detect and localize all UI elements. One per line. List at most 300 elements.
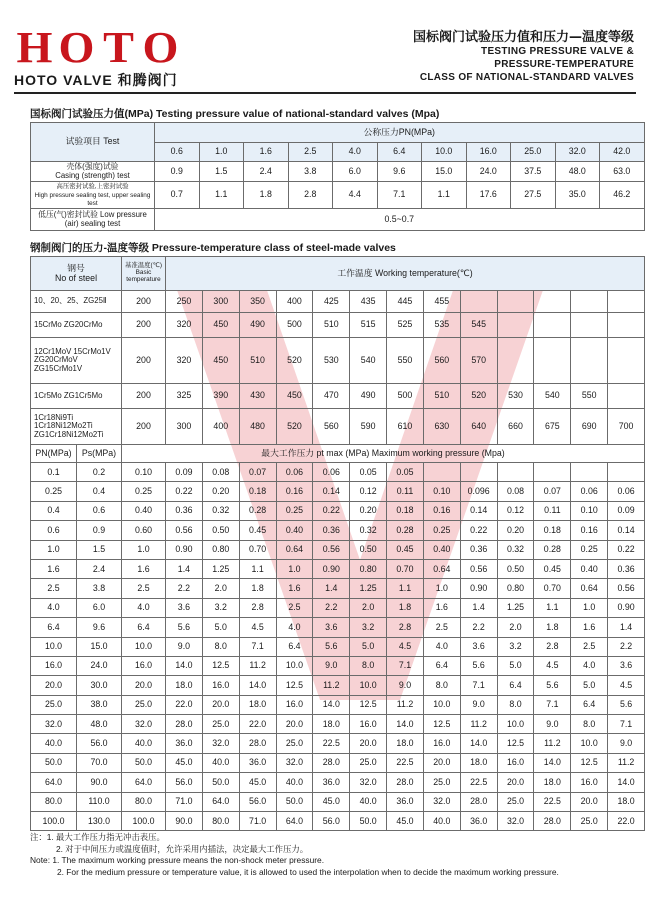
max-pressure-cell: 0.18 — [387, 501, 424, 520]
working-temperature-cell: 490 — [350, 384, 387, 409]
basic-temperature: 200 — [122, 409, 166, 445]
pn-value: 10.0 — [422, 143, 467, 162]
max-pressure-cell: 0.45 — [387, 540, 424, 559]
max-pressure-cell: 0.12 — [350, 482, 387, 501]
ps-cell: 1.5 — [77, 540, 122, 559]
steel-no-header — [31, 257, 122, 291]
working-temperature-cell: 450 — [202, 338, 239, 384]
ps-cell: 38.0 — [77, 695, 122, 714]
max-pressure-cell: 1.25 — [202, 559, 239, 578]
max-pressure-cell: 0.22 — [166, 482, 203, 501]
max-pressure-cell: 0.70 — [534, 579, 571, 598]
working-temperature-cell: 525 — [387, 313, 424, 338]
max-pressure-cell: 14.0 — [239, 676, 276, 695]
ps-cell: 6.0 — [77, 598, 122, 617]
pt-section-heading: 钢制阀门的压力-温度等级 Pressure-temperature class of steel-made valves — [30, 242, 396, 254]
pressure-row — [31, 559, 645, 578]
max-pressure-cell: 50.0 — [202, 773, 239, 792]
max-pressure-cell: 10.0 — [497, 715, 534, 734]
max-pressure-cell: 2.5 — [571, 637, 608, 656]
pn-cell: 16.0 — [31, 656, 77, 675]
max-pressure-cell: 11.2 — [239, 656, 276, 675]
brand-subtitle: HOTO VALVE 和腾阀门 — [14, 72, 178, 88]
steel-row — [31, 338, 645, 384]
max-pressure-cell: 0.08 — [202, 463, 239, 482]
max-pressure-cell: 10.0 — [423, 695, 460, 714]
max-pressure-cell: 40.0 — [423, 812, 460, 831]
title-cn: 国标阀门试验压力值和压力—温度等级 — [412, 30, 634, 45]
max-pressure-cell: 40.0 — [122, 734, 166, 753]
max-pressure-cell: 8.0 — [497, 695, 534, 714]
max-pressure-cell: 8.0 — [350, 656, 387, 675]
working-temperature-cell — [497, 313, 534, 338]
max-pressure-cell: 0.08 — [497, 482, 534, 501]
max-pressure-cell: 16.0 — [122, 656, 166, 675]
max-pressure-cell: 16.0 — [350, 715, 387, 734]
max-pressure-cell: 32.0 — [276, 753, 313, 772]
max-pressure-cell: 0.45 — [534, 559, 571, 578]
max-pressure-cell: 11.2 — [534, 734, 571, 753]
pn-cell: 0.1 — [31, 463, 77, 482]
working-temperature-cell: 520 — [276, 409, 313, 445]
max-pressure-cell: 5.0 — [350, 637, 387, 656]
working-temperature-cell: 325 — [166, 384, 203, 409]
max-pressure-cell: 0.90 — [166, 540, 203, 559]
max-pressure-cell: 40.0 — [276, 773, 313, 792]
max-pressure-cell: 2.5 — [276, 598, 313, 617]
max-pressure-cell: 10.0 — [122, 637, 166, 656]
pressure-row — [31, 656, 645, 675]
max-pressure-cell: 11.2 — [608, 753, 645, 772]
working-temperature-cell: 490 — [239, 313, 276, 338]
max-pressure-cell: 20.0 — [122, 676, 166, 695]
note-en-1: Note: 1. The maximum working pressure means the non-shock meter pressure. — [30, 855, 325, 865]
max-pressure-cell: 1.4 — [608, 618, 645, 637]
ps-cell: 0.6 — [77, 501, 122, 520]
max-pressure-cell: 3.6 — [166, 598, 203, 617]
max-pressure-cell: 0.32 — [497, 540, 534, 559]
max-pressure-cell: 25.0 — [571, 812, 608, 831]
max-pressure-cell: 4.0 — [423, 637, 460, 656]
max-pressure-cell: 6.4 — [571, 695, 608, 714]
max-pressure-cell: 18.0 — [166, 676, 203, 695]
max-pressure-cell: 6.4 — [122, 618, 166, 637]
pn-value: 2.5 — [288, 143, 333, 162]
test-value-cell: 2.4 — [244, 162, 289, 182]
test-value-cell: 24.0 — [466, 162, 511, 182]
working-temperature-cell: 250 — [166, 291, 203, 313]
pn-cell: 0.25 — [31, 482, 77, 501]
max-pressure-cell: 20.0 — [350, 734, 387, 753]
test-label-en: High pressure sealing test, upper sealing test — [34, 191, 151, 208]
working-temperature-cell: 320 — [166, 338, 203, 384]
ps-cell: 110.0 — [77, 792, 122, 811]
working-temperature-cell: 530 — [497, 384, 534, 409]
max-pressure-cell: 0.11 — [534, 501, 571, 520]
working-temperature-cell: 320 — [166, 313, 203, 338]
max-pressure-cell: 0.70 — [239, 540, 276, 559]
max-pressure-cell: 64.0 — [276, 812, 313, 831]
max-pressure-cell: 2.0 — [350, 598, 387, 617]
max-pressure-cell: 5.6 — [313, 637, 350, 656]
max-pressure-cell: 0.10 — [122, 463, 166, 482]
max-pressure-cell: 25.0 — [423, 773, 460, 792]
max-pressure-cell: 5.6 — [608, 695, 645, 714]
ps-cell: 0.4 — [77, 482, 122, 501]
max-pressure-cell: 0.25 — [571, 540, 608, 559]
max-pressure-cell: 71.0 — [166, 792, 203, 811]
max-pressure-cell: 28.0 — [387, 773, 424, 792]
working-temperature-cell: 520 — [276, 338, 313, 384]
working-temperature-cell: 690 — [571, 409, 608, 445]
max-pressure-cell: 36.0 — [460, 812, 497, 831]
pressure-row — [31, 773, 645, 792]
pn-cell: 2.5 — [31, 579, 77, 598]
max-pressure-cell: 0.16 — [571, 521, 608, 540]
test-row-label — [31, 182, 155, 209]
working-temperature-cell: 550 — [387, 338, 424, 384]
max-pressure-cell: 20.0 — [202, 695, 239, 714]
pn-value: 16.0 — [466, 143, 511, 162]
pn-cell: 20.0 — [31, 676, 77, 695]
working-temperature-cell: 560 — [313, 409, 350, 445]
test-value-cell: 35.0 — [555, 182, 600, 209]
test-value-cell: 48.0 — [555, 162, 600, 182]
pressure-row — [31, 695, 645, 714]
max-pressure-cell: 36.0 — [313, 773, 350, 792]
max-pressure-cell: 36.0 — [387, 792, 424, 811]
max-pressure-cell: 10.0 — [350, 676, 387, 695]
max-pressure-cell: 8.0 — [423, 676, 460, 695]
working-temperature-cell: 445 — [387, 291, 424, 313]
max-pressure-cell: 0.06 — [608, 482, 645, 501]
steel-grade: 12Cr1MoV 15CrMo1V ZG20CrMoV ZG15CrMo1V — [31, 338, 122, 384]
title-en-line: CLASS OF NATIONAL-STANDARD VALVES — [419, 72, 634, 83]
working-temperature-cell: 400 — [276, 291, 313, 313]
max-pressure-cell: 0.80 — [497, 579, 534, 598]
max-pressure-cell: 0.06 — [571, 482, 608, 501]
working-temperature-cell: 470 — [313, 384, 350, 409]
max-pressure-cell: 0.14 — [313, 482, 350, 501]
working-temperature-cell: 500 — [276, 313, 313, 338]
max-pressure-cell: 9.0 — [166, 637, 203, 656]
max-pressure-cell: 1.25 — [497, 598, 534, 617]
pn-value: 1.6 — [244, 143, 289, 162]
working-temperature-cell — [571, 291, 608, 313]
pressure-row — [31, 618, 645, 637]
logo-letter: O — [142, 23, 178, 72]
working-temperature-cell: 390 — [202, 384, 239, 409]
pressure-row — [31, 715, 645, 734]
working-temperature-cell: 350 — [239, 291, 276, 313]
max-pressure-cell: 50.0 — [122, 753, 166, 772]
max-pressure-cell: 40.0 — [202, 753, 239, 772]
pn-cell: 1.6 — [31, 559, 77, 578]
max-pressure-cell: 0.50 — [202, 521, 239, 540]
max-pressure-cell: 64.0 — [202, 792, 239, 811]
max-pressure-cell: 0.09 — [166, 463, 203, 482]
max-pressure-cell: 9.0 — [608, 734, 645, 753]
max-pressure-cell: 0.32 — [202, 501, 239, 520]
max-pressure-cell: 0.45 — [239, 521, 276, 540]
max-pressure-cell: 14.0 — [387, 715, 424, 734]
pn-value: 42.0 — [600, 143, 645, 162]
title-en-line: TESTING PRESSURE VALVE & — [481, 46, 634, 57]
max-pressure-cell: 2.2 — [313, 598, 350, 617]
max-pressure-cell: 20.0 — [497, 773, 534, 792]
working-temperature-cell: 300 — [202, 291, 239, 313]
max-pressure-cell: 1.0 — [423, 579, 460, 598]
pressure-row — [31, 521, 645, 540]
max-pressure-cell: 1.1 — [387, 579, 424, 598]
max-pressure-cell: 28.0 — [534, 812, 571, 831]
max-pressure-cell: 45.0 — [313, 792, 350, 811]
max-pressure-cell: 2.5 — [423, 618, 460, 637]
pn-cell: 80.0 — [31, 792, 77, 811]
max-pressure-cell: 2.5 — [122, 579, 166, 598]
max-pressure-cell: 20.0 — [276, 715, 313, 734]
max-pressure-cell: 3.2 — [497, 637, 534, 656]
max-pressure-cell: 0.90 — [608, 598, 645, 617]
test-value-cell: 1.5 — [199, 162, 244, 182]
pressure-row — [31, 579, 645, 598]
max-pressure-cell: 2.0 — [497, 618, 534, 637]
max-pressure-cell: 0.36 — [460, 540, 497, 559]
pressure-row — [31, 501, 645, 520]
max-pressure-cell: 0.40 — [423, 540, 460, 559]
test-value-cell: 1.8 — [244, 182, 289, 209]
working-temperature-cell: 515 — [350, 313, 387, 338]
max-pressure-cell: 1.8 — [534, 618, 571, 637]
max-pressure-cell: 90.0 — [166, 812, 203, 831]
max-pressure-cell — [460, 463, 497, 482]
pressure-row — [31, 463, 645, 482]
steel-row — [31, 291, 645, 313]
working-temperature-cell: 545 — [460, 313, 497, 338]
logo-letter: O — [58, 23, 94, 72]
test-value-cell: 63.0 — [600, 162, 645, 182]
pn-cell: 10.0 — [31, 637, 77, 656]
max-pressure-cell: 32.0 — [122, 715, 166, 734]
max-pressure-cell: 0.16 — [423, 501, 460, 520]
test-value-cell: 15.0 — [422, 162, 467, 182]
max-pressure-cell: 32.0 — [202, 734, 239, 753]
working-temperature-cell: 510 — [423, 384, 460, 409]
max-pressure-cell: 0.25 — [423, 521, 460, 540]
max-pressure-cell: 0.07 — [239, 463, 276, 482]
max-pressure-cell — [608, 463, 645, 482]
basic-temperature: 200 — [122, 291, 166, 313]
working-temperature-cell — [608, 338, 645, 384]
pn-value: 32.0 — [555, 143, 600, 162]
max-pressure-cell: 0.07 — [534, 482, 571, 501]
test-value-cell: 46.2 — [600, 182, 645, 209]
ps-cell: 24.0 — [77, 656, 122, 675]
max-pressure-cell: 22.0 — [608, 812, 645, 831]
working-temperature-cell: 430 — [239, 384, 276, 409]
max-pressure-cell: 0.90 — [313, 559, 350, 578]
max-pressure-cell: 8.0 — [571, 715, 608, 734]
working-temperature-cell: 675 — [534, 409, 571, 445]
basic-temperature-header: 基准温度(℃) Basic temperature — [122, 257, 166, 291]
max-pressure-cell: 3.6 — [313, 618, 350, 637]
test-label-cn: 壳体(强度)试验 — [66, 162, 119, 172]
steel-grade: 15CrMo ZG20CrMo — [31, 313, 122, 338]
max-pressure-cell: 12.5 — [497, 734, 534, 753]
max-pressure-cell: 0.09 — [608, 501, 645, 520]
max-pressure-cell: 0.64 — [276, 540, 313, 559]
max-pressure-cell: 1.6 — [122, 559, 166, 578]
pn-value: 0.6 — [155, 143, 200, 162]
max-pressure-cell: 4.5 — [608, 676, 645, 695]
max-pressure-cell: 71.0 — [239, 812, 276, 831]
test-value-cell: 37.5 — [511, 162, 556, 182]
max-pressure-cell: 6.4 — [276, 637, 313, 656]
ps-cell: 15.0 — [77, 637, 122, 656]
max-pressure-cell: 1.8 — [387, 598, 424, 617]
max-pressure-cell: 0.20 — [350, 501, 387, 520]
working-temperature-cell — [608, 313, 645, 338]
max-pressure-cell: 3.2 — [202, 598, 239, 617]
max-pressure-cell: 64.0 — [122, 773, 166, 792]
max-pressure-cell: 1.0 — [571, 598, 608, 617]
max-pressure-cell: 11.2 — [313, 676, 350, 695]
pressure-temperature-table — [30, 256, 645, 831]
test-item-header: 试验项目 Test — [31, 123, 155, 162]
max-pressure-cell: 14.0 — [608, 773, 645, 792]
working-temperature-cell: 700 — [608, 409, 645, 445]
working-temperature-cell — [497, 291, 534, 313]
max-pressure-cell: 50.0 — [350, 812, 387, 831]
max-pressure-cell: 25.0 — [122, 695, 166, 714]
max-pressure-cell: 32.0 — [423, 792, 460, 811]
pn-cell: 40.0 — [31, 734, 77, 753]
ps-cell: 70.0 — [77, 753, 122, 772]
max-pressure-cell: 0.11 — [387, 482, 424, 501]
working-temperature-cell: 630 — [423, 409, 460, 445]
max-pressure-cell: 28.0 — [166, 715, 203, 734]
pn-header: PN(MPa) — [31, 445, 77, 463]
working-temperature-cell: 535 — [423, 313, 460, 338]
max-pressure-cell: 22.0 — [166, 695, 203, 714]
max-pressure-cell: 18.0 — [460, 753, 497, 772]
working-temperature-cell: 300 — [166, 409, 203, 445]
max-pressure-cell: 14.0 — [313, 695, 350, 714]
pressure-row — [31, 792, 645, 811]
max-pressure-cell: 80.0 — [122, 792, 166, 811]
max-pressure-cell: 1.4 — [313, 579, 350, 598]
steel-row — [31, 313, 645, 338]
max-pressure-cell: 5.0 — [202, 618, 239, 637]
test-value-cell: 6.0 — [333, 162, 378, 182]
steel-no-header-en: No of steel — [54, 272, 98, 283]
max-pressure-cell: 0.22 — [313, 501, 350, 520]
pn-cell: 4.0 — [31, 598, 77, 617]
pressure-row — [31, 482, 645, 501]
working-temperature-cell — [497, 338, 534, 384]
max-pressure-cell: 4.0 — [571, 656, 608, 675]
max-pressure-cell: 45.0 — [387, 812, 424, 831]
max-pressure-cell: 11.2 — [460, 715, 497, 734]
working-temperature-cell — [571, 338, 608, 384]
pn-cell: 0.4 — [31, 501, 77, 520]
max-pressure-cell: 22.5 — [387, 753, 424, 772]
max-pressure-cell: 9.0 — [534, 715, 571, 734]
notes — [30, 832, 640, 878]
header-divider — [14, 92, 636, 94]
pn-value: 4.0 — [333, 143, 378, 162]
pressure-row — [31, 812, 645, 831]
working-temperature-cell: 480 — [239, 409, 276, 445]
max-pressure-cell: 12.5 — [276, 676, 313, 695]
pn-cell: 64.0 — [31, 773, 77, 792]
max-pressure-cell: 1.25 — [350, 579, 387, 598]
working-temperature-cell: 640 — [460, 409, 497, 445]
max-pressure-cell: 56.0 — [313, 812, 350, 831]
working-temperature-cell: 500 — [387, 384, 424, 409]
max-pressure-cell: 20.0 — [571, 792, 608, 811]
test-row-label — [31, 162, 155, 182]
test-pressure-table — [30, 122, 645, 231]
max-pressure-cell: 8.0 — [202, 637, 239, 656]
ps-cell: 30.0 — [77, 676, 122, 695]
max-pressure-cell: 1.0 — [276, 559, 313, 578]
working-temperature-cell: 510 — [239, 338, 276, 384]
steel-row — [31, 409, 645, 445]
max-pressure-cell: 25.0 — [497, 792, 534, 811]
max-pressure-cell: 3.6 — [608, 656, 645, 675]
max-pressure-cell: 7.1 — [608, 715, 645, 734]
max-pressure-cell: 5.0 — [571, 676, 608, 695]
steel-grade: 10、20、25、ZG25Ⅱ — [31, 291, 122, 313]
working-temperature-cell: 590 — [350, 409, 387, 445]
max-pressure-cell: 4.5 — [534, 656, 571, 675]
pressure-row — [31, 753, 645, 772]
max-pressure-cell: 12.5 — [202, 656, 239, 675]
max-pressure-cell: 18.0 — [239, 695, 276, 714]
max-pressure-cell: 0.18 — [239, 482, 276, 501]
ps-cell: 130.0 — [77, 812, 122, 831]
working-temperature-cell: 510 — [313, 313, 350, 338]
max-pressure-cell: 0.05 — [350, 463, 387, 482]
max-pressure-cell: 22.5 — [534, 792, 571, 811]
brand-logo — [14, 23, 189, 90]
max-pressure-cell: 0.80 — [350, 559, 387, 578]
max-pressure-cell: 28.0 — [239, 734, 276, 753]
max-pressure-cell: 80.0 — [202, 812, 239, 831]
max-pressure-cell: 18.0 — [608, 792, 645, 811]
max-pressure-cell: 0.20 — [497, 521, 534, 540]
max-pressure-cell — [497, 463, 534, 482]
max-pressure-cell: 22.5 — [460, 773, 497, 792]
working-temperature-cell: 425 — [313, 291, 350, 313]
max-pressure-cell: 25.0 — [202, 715, 239, 734]
working-temperature-cell: 450 — [202, 313, 239, 338]
max-pressure-cell: 0.36 — [166, 501, 203, 520]
max-pressure-cell: 0.28 — [534, 540, 571, 559]
max-pressure-cell: 1.4 — [166, 559, 203, 578]
ps-cell: 9.6 — [77, 618, 122, 637]
working-temperature-cell: 450 — [276, 384, 313, 409]
max-pressure-cell: 4.0 — [122, 598, 166, 617]
max-pressure-cell: 32.0 — [350, 773, 387, 792]
pn-value: 1.0 — [199, 143, 244, 162]
max-pressure-cell: 25.0 — [350, 753, 387, 772]
max-pressure-cell: 1.0 — [122, 540, 166, 559]
max-pressure-cell: 0.36 — [608, 559, 645, 578]
max-pressure-cell: 2.8 — [239, 598, 276, 617]
pn-cell: 50.0 — [31, 753, 77, 772]
